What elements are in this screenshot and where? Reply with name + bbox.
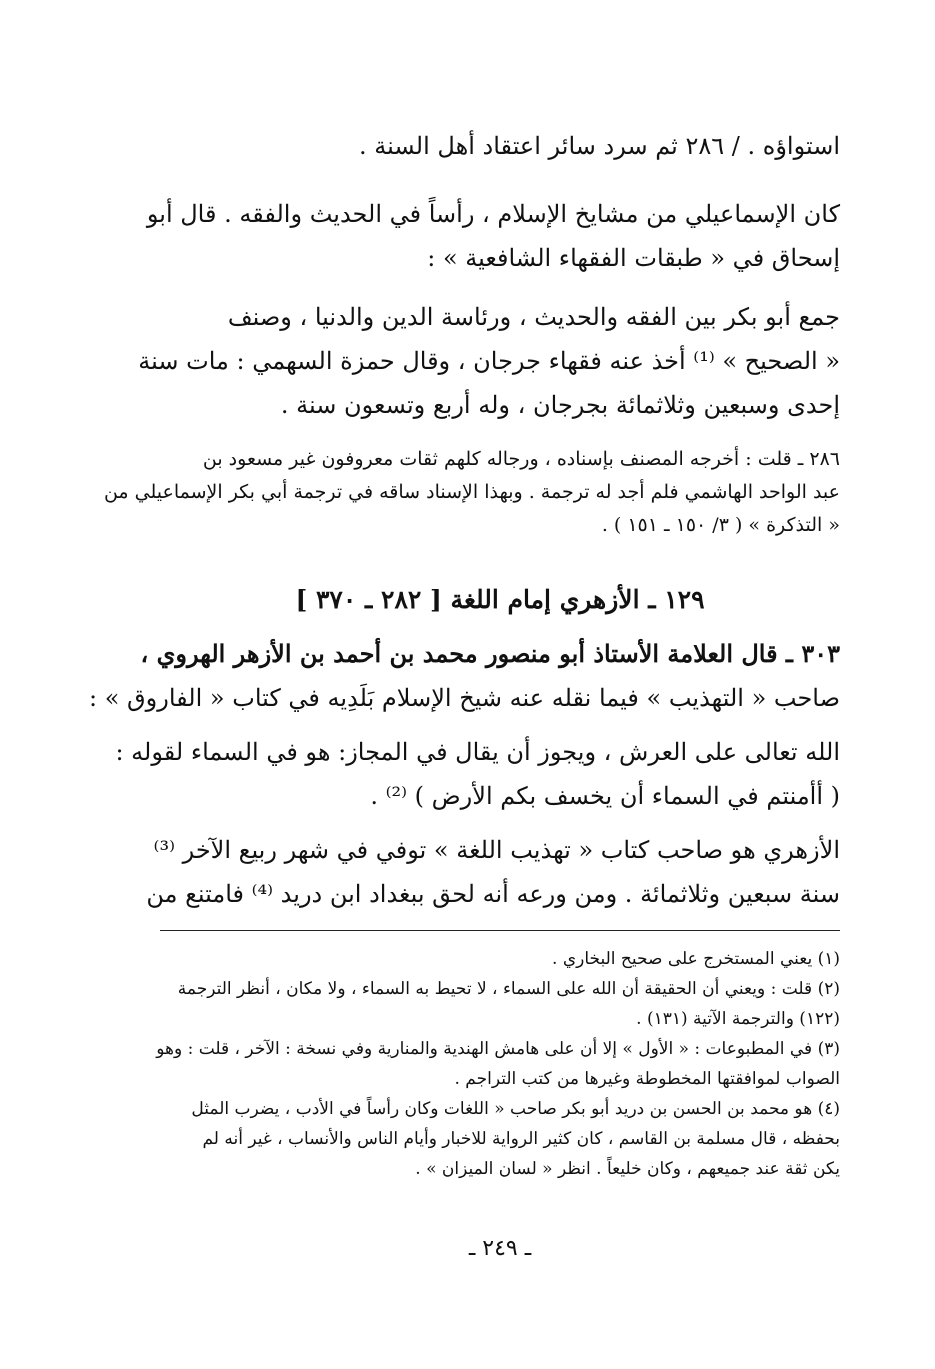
paragraph-303 [89, 632, 840, 720]
footnote-line: بحفظه ، قال مسلمة بن القاسم ، كان كثير الرواية للاخبار وأيام الناس والأنساب ، غير أنه لم [202, 1129, 840, 1149]
text-line: صاحب « التهذيب » فيما نقله عنه شيخ الإسلام بَلَدِيه في كتاب « الفاروق » : [89, 684, 840, 712]
footnote-line: يكن ثقة عند جميعهم ، وكان خليعاً . انظر « لسان الميزان » . [415, 1159, 840, 1179]
text-line: « الصحيح » ⁽¹⁾ أخذ عنه فقهاء جرجان ، وقال حمزة السهمي : مات سنة [138, 347, 840, 375]
text-line: استواؤه . / ٢٨٦ ثم سرد سائر اعتقاد أهل السنة . [359, 132, 840, 160]
page-number: ـ ٢٤٩ ـ [468, 1236, 532, 1261]
text-line: إسحاق في « طبقات الفقهاء الشافعية » : [427, 244, 840, 272]
footnotes [156, 944, 840, 1184]
footnote-line: (١٢٢) والترجمة الآتية (١٣١) . [636, 1009, 840, 1029]
text-line: الله تعالى على العرش ، ويجوز أن يقال في المجاز: هو في السماء لقوله : [115, 738, 840, 766]
text-line: ٢٨٦ ـ قلت : أخرجه المصنف بإسناده ، ورجاله كلهم ثقات معروفون غير مسعود بن [202, 448, 840, 470]
footnote-divider [160, 930, 840, 931]
text-line: كان الإسماعيلي من مشايخ الإسلام ، رأساً في الحديث والفقه . قال أبو [146, 200, 840, 228]
footnote-line: (٤) هو محمد بن الحسن بن دريد أبو بكر صاحب « اللغات وكان رأساً في الأدب ، يضرب المثل [191, 1099, 840, 1119]
heading-text: ١٢٩ ـ الأزهري إمام اللغة [ ٢٨٢ ـ ٣٧٠ ] [295, 585, 705, 614]
text-line: ٣٠٣ ـ قال العلامة الأستاذ أبو منصور محمد بن أحمد بن الأزهر الهروي ، [140, 639, 840, 668]
paragraph-quote-azhari [115, 730, 840, 818]
text-line: ( أأمنتم في السماء أن يخسف بكم الأرض ) ⁽²⁾ . [370, 782, 840, 810]
footnote-line: (١) يعني المستخرج على صحيح البخاري . [552, 949, 840, 969]
paragraph-azhari-bio [146, 828, 840, 916]
note-286 [103, 443, 840, 542]
text-line: « التذكرة » ( ٣/ ١٥٠ ـ ١٥١ ) . [601, 514, 840, 536]
paragraph-quote [138, 295, 840, 427]
footnote-line: الصواب لموافقتها المخطوطة وغيرها من كتب التراجم . [454, 1069, 840, 1089]
footnote-line: (٢) قلت : ويعني أن الحقيقة أن الله على السماء ، لا تحيط به السماء ، ولا مكان ، أنظر الترجمة [177, 979, 840, 999]
footnote-line: (٣) في المطبوعات : « الأول » إلا أن على هامش الهندية والمنارية وفي نسخة : الآخر ، قلت : وهو [156, 1039, 840, 1059]
text-line: إحدى وسبعين وثلاثمائة بجرجان ، وله أربع وتسعون سنة . [280, 391, 840, 419]
text-line: سنة سبعين وثلاثمائة . ومن ورعه أنه لحق ببغداد ابن دريد ⁽⁴⁾ فامتنع من [146, 880, 840, 908]
top-line [160, 124, 840, 168]
text-line: جمع أبو بكر بين الفقه والحديث ، ورئاسة الدين والدنيا ، وصنف [227, 303, 840, 331]
document-page [89, 0, 840, 1369]
paragraph-ismaili [146, 192, 840, 280]
text-line: عبد الواحد الهاشمي فلم أجد له ترجمة . وبهذا الإسناد ساقه في ترجمة أبي بكر الإسماعيلي من [103, 481, 840, 503]
section-heading [160, 578, 840, 622]
text-line: الأزهري هو صاحب كتاب « تهذيب اللغة » توفي في شهر ربيع الآخر ⁽³⁾ [153, 836, 840, 864]
